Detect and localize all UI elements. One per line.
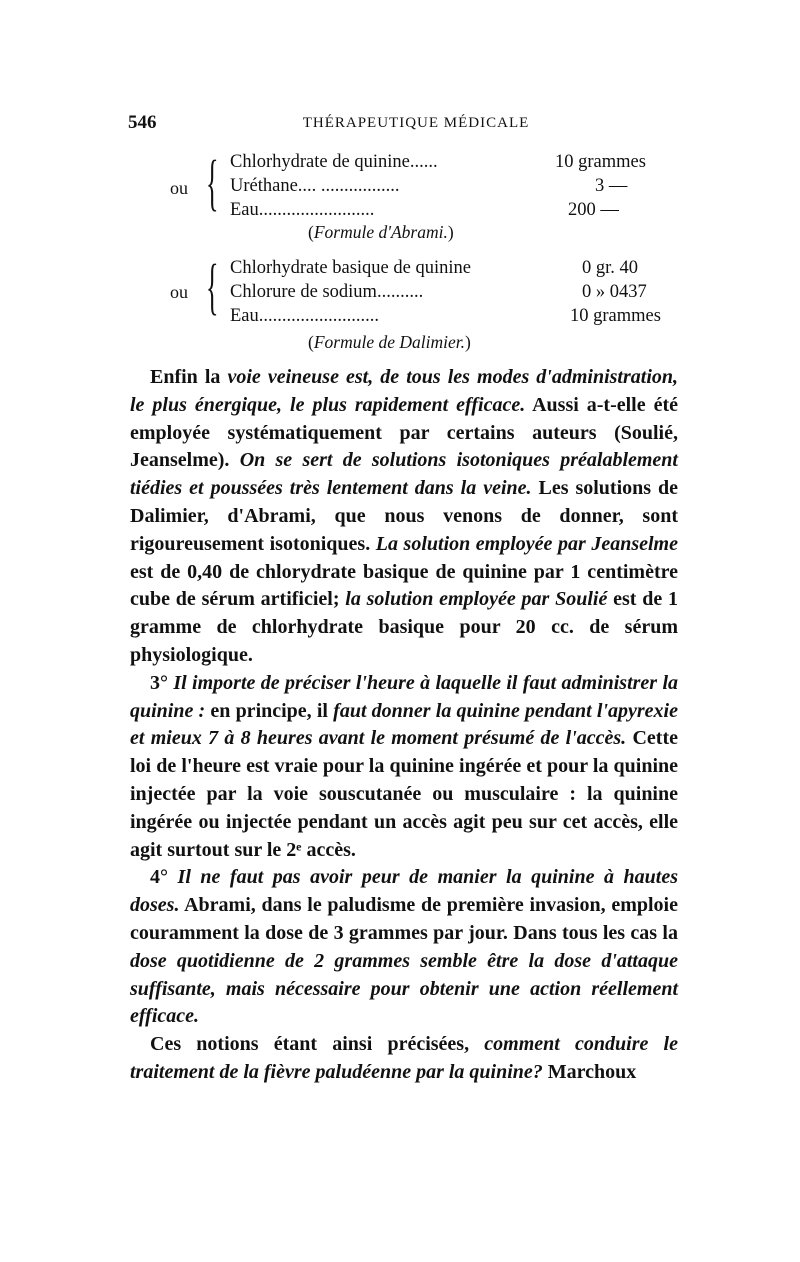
emphasis: dose quotidienne de 2 grammes semble être la dose d'attaque suffisante, mais nécessaire pour obtenir une action réellement efficace.	[130, 949, 678, 1028]
page-number: 546	[128, 112, 157, 133]
ou-label: ou	[170, 282, 188, 302]
caption-text: Formule d'Abrami.	[313, 222, 448, 242]
body-text	[130, 364, 678, 1087]
formula-row	[230, 176, 630, 200]
formula-row	[230, 282, 647, 306]
formula-row	[230, 306, 661, 330]
ou-label: ou	[170, 178, 188, 198]
text-run: en principe, il	[205, 699, 334, 722]
ingredient-name: Chlorhydrate de quinine......	[230, 152, 438, 172]
paragraph	[130, 864, 678, 1031]
formula-caption: (Formule de Dalimier.)	[308, 332, 471, 352]
ingredient-quantity: 200 —	[568, 200, 619, 220]
ingredient-name: Chlorhydrate basique de quinine	[230, 258, 471, 278]
left-brace-icon: {	[206, 149, 219, 217]
ingredient-name: Eau..........................	[230, 306, 380, 326]
formula-abrami	[170, 149, 646, 247]
text-run: Abrami, dans le paludisme de première invasion, emploie couramment la dose de 3 grammes par jour. Dans tous les cas la	[130, 894, 678, 944]
text-run: Aussi a-t-elle été employée systématiquement par certains auteurs (Soulié, Jeanselme).	[130, 393, 678, 472]
formula-dalimier	[170, 253, 661, 354]
text-run: 4°	[150, 866, 178, 889]
ingredient-quantity: 0 gr. 40	[582, 258, 639, 278]
ingredient-quantity: 3 —	[595, 176, 628, 196]
running-title: THÉRAPEUTIQUE MÉDICALE	[302, 115, 530, 131]
formula-row	[230, 258, 639, 282]
emphasis: On se sert de solutions isotoniques préalablement tiédies et poussées très lentement dans la veine.	[130, 449, 678, 500]
text-run: Ces notions étant ainsi précisées,	[150, 1033, 485, 1056]
text-run: est de 0,40 de chlorydrate basique de quinine par 1 centimètre cube de sérum artificiel;	[130, 560, 678, 611]
ingredient-name: Chlorure de sodium..........	[230, 282, 424, 302]
ingredient-quantity: 10 grammes	[570, 306, 661, 326]
ingredient-quantity: 10 grammes	[555, 152, 646, 172]
paragraph	[130, 364, 678, 670]
text-run: Marchoux	[542, 1060, 637, 1083]
formula-row	[230, 200, 630, 224]
paragraph	[130, 670, 678, 865]
text-run: Cette loi de l'heure est vraie pour la quinine ingérée et pour la quinine injectée par la voie souscutanée ou musculaire : la quinine ingérée ou injectée pendant un accès agit peu sur cet accès, elle agit surtout sur le 2ᵉ accès.	[130, 727, 678, 861]
page-header	[128, 112, 684, 138]
text-run: Enfin la	[150, 366, 228, 388]
emphasis: Il ne faut pas avoir peur de manier la quinine à hautes doses.	[130, 866, 678, 917]
text-run: Les solutions de Dalimier, d'Abrami, que nous venons de donner, sont rigoureusement isotoniques.	[130, 477, 678, 555]
ingredient-quantity: 0 » 0437	[582, 282, 647, 302]
emphasis: faut donner la quinine pendant l'apyrexie et mieux 7 à 8 heures avant le moment présumé de l'accès.	[130, 699, 678, 750]
text-run: 3°	[150, 671, 174, 694]
emphasis: La solution employée par Jeanselme	[375, 532, 678, 555]
ingredient-name: Eau.........................	[230, 200, 375, 220]
left-brace-icon: {	[206, 253, 219, 321]
formula-caption: (Formule d'Abrami.)	[308, 222, 454, 242]
paragraph	[130, 1031, 678, 1087]
emphasis: la solution employée par Soulié	[345, 588, 608, 611]
formula-row	[230, 152, 646, 176]
emphasis: Il importe de préciser l'heure à laquelle il faut administrer la quinine :	[130, 671, 678, 722]
ingredient-name: Uréthane.... .................	[230, 176, 400, 196]
emphasis: voie veineuse est, de tous les modes d'administration, le plus énergique, le plus rapidement efficace.	[130, 366, 679, 416]
caption-text: Formule de Dalimier.	[313, 332, 465, 352]
emphasis: comment conduire le traitement de la fièvre paludéenne par la quinine?	[130, 1033, 678, 1083]
text-run: est de 1 gramme de chlorhydrate basique pour 20 cc. de sérum physiologique.	[130, 588, 678, 666]
